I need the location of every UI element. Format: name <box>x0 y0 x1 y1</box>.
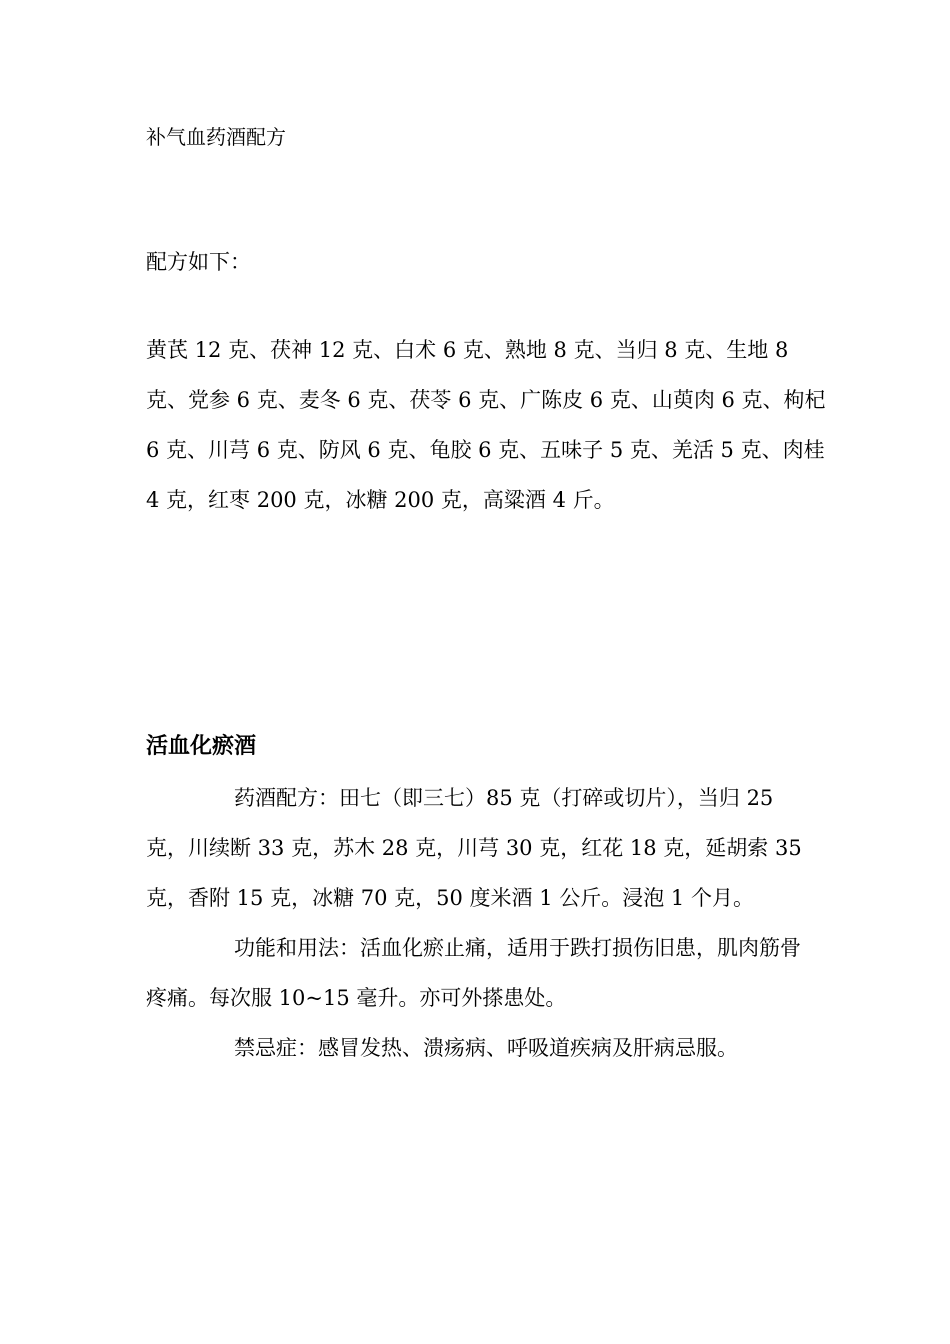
recipe-ingredients-buqixue: 黄芪 12 克、茯神 12 克、白术 6 克、熟地 8 克、当归 8 克、生地 8 克、党参 6 克、麦冬 6 克、茯苓 6 克、广陈皮 6 克、山萸肉 6 克、枸杞 6 克、川芎 6 克、防风 6 克、龟胶 6 克、五味子 5 克、羌活 5 克、肉桂 4 克，红枣 200 克，冰糖 200 克，高粱酒 4 斤。 <box>146 338 826 512</box>
recipe-body-huoxue <box>146 773 806 1073</box>
contraindication-paragraph: 禁忌症：感冒发热、溃疡病、呼吸道疾病及肝病忌服。 <box>234 1036 738 1060</box>
recipe-intro: 配方如下： <box>146 250 251 274</box>
recipe-title-buqixue: 补气血药酒配方 <box>146 125 286 149</box>
usage-paragraph: 功能和用法：活血化瘀止痛，适用于跌打损伤旧患，肌肉筋骨疼痛。每次服 10~15 毫升。亦可外搽患处。 <box>146 936 801 1010</box>
formula-paragraph: 药酒配方：田七（即三七）85 克（打碎或切片），当归 25 克，川续断 33 克，苏木 28 克，川芎 30 克，红花 18 克，延胡索 35 克，香附 15 克，冰糖 70 克，50 度米酒 1 公斤。浸泡 1 个月。 <box>146 786 802 910</box>
recipe-title-huoxue: 活血化瘀酒 <box>146 733 257 759</box>
